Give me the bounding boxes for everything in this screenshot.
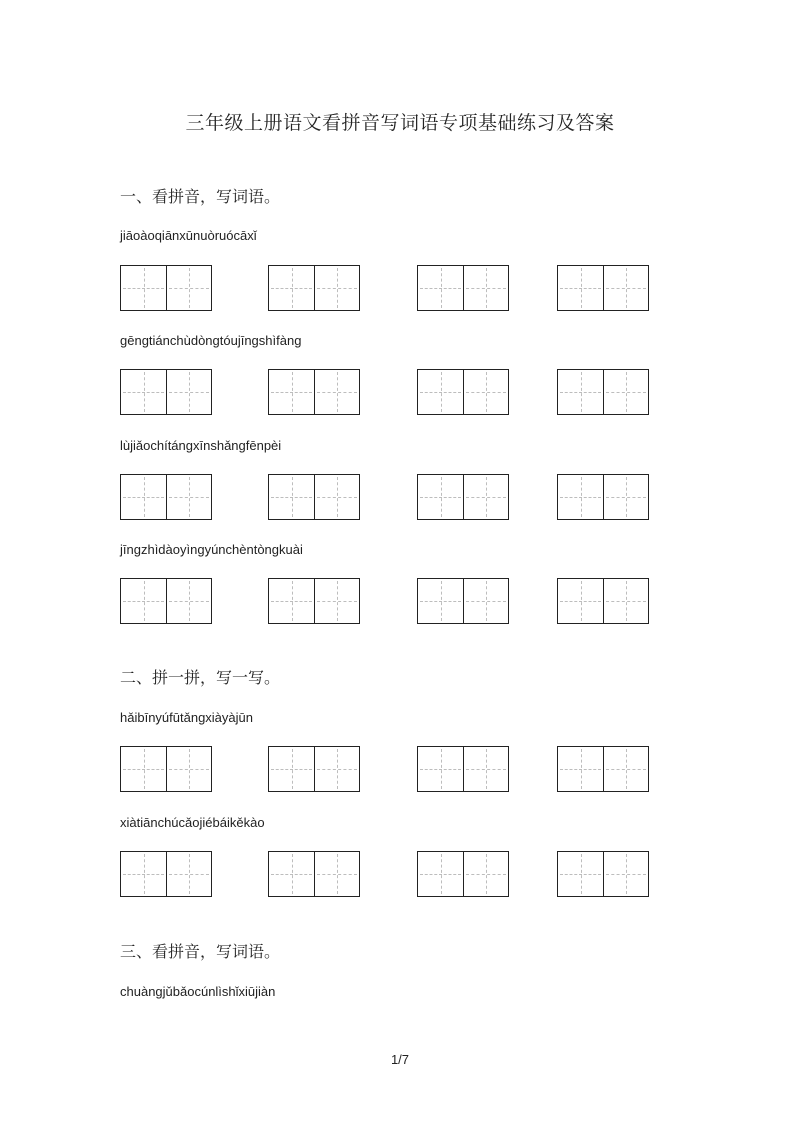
pinyin-line: jiāoàoqiānxūnuòruócāxǐ bbox=[120, 228, 257, 243]
section-2-heading: 二、拼一拼，写一写。 bbox=[120, 668, 281, 687]
writing-box[interactable] bbox=[268, 265, 360, 311]
writing-box-row bbox=[0, 746, 800, 794]
writing-box[interactable] bbox=[417, 265, 509, 311]
page-number: 1/7 bbox=[390, 1052, 410, 1067]
section-3-heading: 三、看拼音，写词语。 bbox=[120, 942, 281, 961]
writing-box[interactable] bbox=[417, 369, 509, 415]
pinyin-line: chuàngjǔbǎocúnlìshǐxiūjiàn bbox=[120, 984, 276, 999]
writing-box[interactable] bbox=[120, 578, 212, 624]
document-title: 三年级上册语文看拼音写词语专项基础练习及答案 bbox=[185, 112, 615, 134]
section-1-heading: 一、看拼音，写词语。 bbox=[120, 187, 281, 206]
writing-box[interactable] bbox=[557, 369, 649, 415]
writing-box-row bbox=[0, 474, 800, 522]
writing-box[interactable] bbox=[268, 578, 360, 624]
pinyin-line: gēngtiánchùdòngtóujīngshìfàng bbox=[120, 333, 302, 348]
writing-box[interactable] bbox=[417, 578, 509, 624]
pinyin-line: xiàtiānchúcǎojiébáikěkào bbox=[120, 815, 265, 830]
pinyin-line: jīngzhìdàoyìngyúnchèntòngkuài bbox=[120, 542, 303, 557]
writing-box[interactable] bbox=[268, 474, 360, 520]
writing-box[interactable] bbox=[120, 369, 212, 415]
writing-box-row bbox=[0, 369, 800, 417]
writing-box[interactable] bbox=[120, 851, 212, 897]
pinyin-line: hǎibīnyúfūtǎngxiàyàjūn bbox=[120, 710, 253, 725]
writing-box[interactable] bbox=[120, 265, 212, 311]
writing-box[interactable] bbox=[268, 369, 360, 415]
writing-box[interactable] bbox=[557, 265, 649, 311]
writing-box[interactable] bbox=[120, 746, 212, 792]
writing-box[interactable] bbox=[557, 851, 649, 897]
pinyin-line: lùjiǎochítángxīnshǎngfēnpèi bbox=[120, 438, 282, 453]
writing-box[interactable] bbox=[120, 474, 212, 520]
writing-box[interactable] bbox=[557, 578, 649, 624]
writing-box-row bbox=[0, 265, 800, 313]
writing-box-row bbox=[0, 578, 800, 626]
writing-box[interactable] bbox=[557, 746, 649, 792]
writing-box[interactable] bbox=[417, 474, 509, 520]
writing-box[interactable] bbox=[268, 851, 360, 897]
writing-box[interactable] bbox=[268, 746, 360, 792]
writing-box[interactable] bbox=[557, 474, 649, 520]
writing-box[interactable] bbox=[417, 851, 509, 897]
writing-box-row bbox=[0, 851, 800, 899]
writing-box[interactable] bbox=[417, 746, 509, 792]
